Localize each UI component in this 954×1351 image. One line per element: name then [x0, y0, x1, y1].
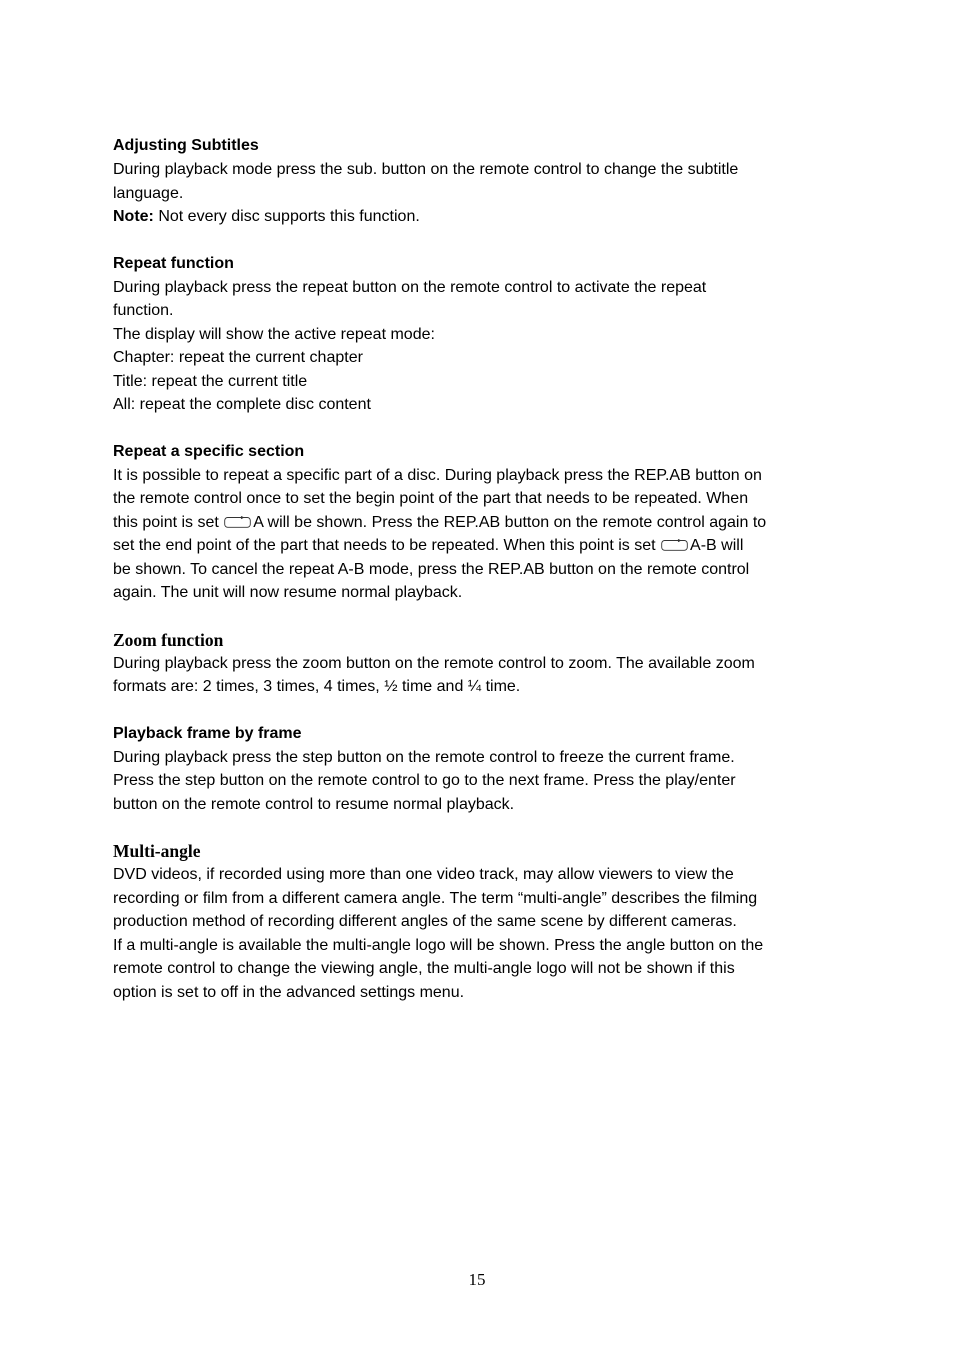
text-fragment: A will be shown. Press the REP.AB button on the remote control again to — [253, 513, 767, 531]
section-frame-by-frame — [113, 722, 853, 817]
paragraph-line: be shown. To cancel the repeat A-B mode, press the REP.AB button on the remote control — [113, 560, 750, 578]
heading-zoom-function: Zoom function — [113, 629, 224, 650]
paragraph-line: It is possible to repeat a specific part of a disc. During playback press the REP.AB button on — [113, 466, 762, 484]
paragraph-line: the remote control once to set the begin point of the part that needs to be repeated. When — [113, 490, 749, 507]
spacer — [113, 816, 853, 839]
paragraph-line: DVD videos, if recorded using more than one video track, may allow viewers to view the — [113, 866, 734, 883]
repeat-icon — [661, 539, 688, 551]
paragraph-line: Title: repeat the current title — [113, 372, 308, 390]
paragraph-line — [113, 534, 853, 558]
paragraph-line: If a multi-angle is available the multi-angle logo will be shown. Press the angle button on the — [113, 936, 764, 954]
text-fragment: set the end point of the part that needs to be repeated. When this point is set — [113, 537, 661, 554]
paragraph-line: recording or film from a different camera angle. The term “multi-angle” describes the filming — [113, 889, 758, 907]
paragraph-line: All: repeat the complete disc content — [113, 396, 371, 413]
spacer — [113, 699, 853, 722]
paragraph-line: again. The unit will now resume normal playback. — [113, 584, 463, 601]
repeat-icon — [224, 516, 251, 528]
paragraph-line: language. — [113, 184, 184, 202]
document-page — [113, 134, 853, 1004]
section-zoom-function — [113, 628, 853, 699]
spacer — [113, 417, 853, 440]
note-text: Not every disc supports this function. — [153, 208, 420, 225]
section-repeat-specific — [113, 440, 853, 605]
paragraph-line: function. — [113, 302, 174, 319]
spacer — [113, 229, 853, 252]
spacer — [113, 605, 853, 628]
paragraph-line: Press the step button on the remote control to go to the next frame. Press the play/enter — [113, 772, 736, 789]
heading-repeat-specific-section: Repeat a specific section — [113, 442, 305, 460]
text-fragment: A-B will — [690, 537, 744, 554]
paragraph-line: formats are: 2 times, 3 times, 4 times, ½ time and ¼ time. — [113, 678, 521, 695]
section-multi-angle — [113, 839, 853, 1004]
heading-multi-angle: Multi-angle — [113, 841, 201, 861]
paragraph-line: During playback press the zoom button on the remote control to zoom. The available zoom — [113, 654, 755, 672]
paragraph-line: During playback press the step button on the remote control to freeze the current frame. — [113, 748, 735, 766]
paragraph-line: production method of recording different angles of the same scene by different cameras. — [113, 913, 737, 930]
heading-adjusting-subtitles: Adjusting Subtitles — [113, 137, 259, 154]
text-fragment: this point is set — [113, 513, 224, 531]
heading-repeat-function: Repeat function — [113, 254, 234, 272]
paragraph-line: During playback press the repeat button on the remote control to activate the repeat — [113, 278, 707, 296]
paragraph-line: remote control to change the viewing angle, the multi-angle logo will not be shown if this — [113, 960, 735, 977]
paragraph-line: Chapter: repeat the current chapter — [113, 349, 363, 366]
section-repeat-function — [113, 252, 853, 417]
note-label: Note: — [113, 208, 154, 225]
paragraph-line: During playback mode press the sub. button on the remote control to change the subtitle — [113, 161, 739, 178]
section-adjusting-subtitles — [113, 134, 853, 229]
paragraph-line: button on the remote control to resume normal playback. — [113, 795, 515, 813]
heading-playback-frame-by-frame: Playback frame by frame — [113, 724, 302, 742]
paragraph-line: The display will show the active repeat mode: — [113, 325, 435, 343]
note-line — [113, 205, 853, 229]
paragraph-line — [113, 511, 853, 535]
paragraph-line: option is set to off in the advanced settings menu. — [113, 983, 465, 1001]
page-number: 15 — [468, 1270, 486, 1289]
